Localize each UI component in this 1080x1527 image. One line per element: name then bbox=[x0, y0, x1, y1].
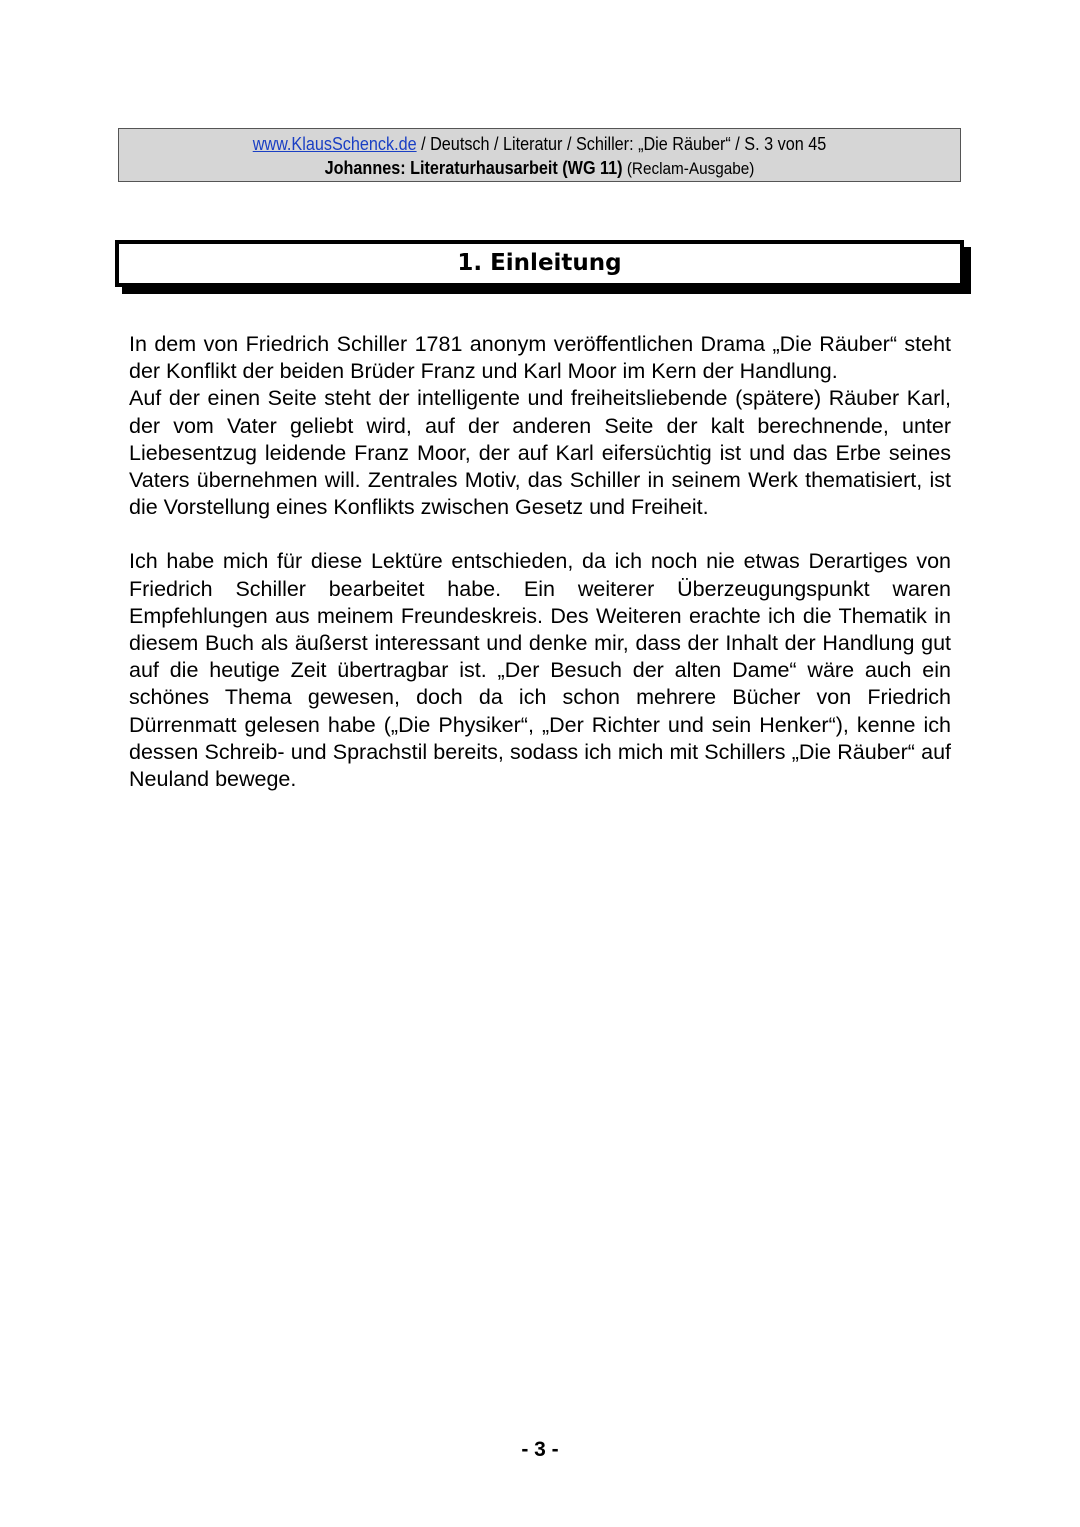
header-edition-note: (Reclam-Ausgabe) bbox=[622, 159, 755, 178]
website-link[interactable]: www.KlausSchenck.de bbox=[252, 134, 417, 154]
paragraph-motivation: Ich habe mich für diese Lektüre entschieden, da ich noch nie etwas Derartiges von Friedrich Schiller bearbeitet habe. Ein weiterer Überzeugungspunkt waren Empfehlungen aus meinem Freundeskreis. Des Weiteren erachte ich die Thematik in diesem Buch als äußerst interessant und denke mir, dass der Inhalt der Handlung gut auf die heutige Zeit übertragbar ist. „Der Besuch der alten Dame“ wäre auch ein schönes Thema gewesen, doch da ich schon mehrere Bücher von Friedrich Dürrenmatt gelesen habe („Die Physiker“, „Der Richter und sein Henker“), kenne ich dessen Schreib- und Sprachstil bereits, sodass ich mich mit Schillers „Die Räuber“ auf Neuland bewege. bbox=[129, 549, 951, 792]
header-line-2 bbox=[161, 156, 918, 181]
paragraph-intro: In dem von Friedrich Schiller 1781 anonym veröffentlichen Drama „Die Räuber“ steht der Konflikt der beiden Brüder Franz und Karl Moor im Kern der Handlung. bbox=[129, 332, 951, 384]
header-subtitle: Johannes: Literaturhausarbeit (WG 11) bbox=[324, 158, 623, 178]
header-breadcrumb: / Deutsch / Literatur / Schiller: „Die Räuber“ / S. 3 von 45 bbox=[416, 134, 827, 154]
page-number: - 3 - bbox=[521, 1438, 559, 1461]
page-header bbox=[118, 128, 961, 182]
section-title-frame bbox=[115, 240, 971, 294]
header-line-1 bbox=[161, 132, 918, 156]
body-text bbox=[129, 331, 951, 793]
section-title: 1. Einleitung bbox=[115, 240, 964, 287]
paragraph-characters: Auf der einen Seite steht der intelligente und freiheitsliebende (spätere) Räuber Karl, der vom Vater geliebt wird, auf der anderen Seite der kalt berechnende, unter Liebesentzug leidende Franz Moor, der auf Karl eifersüchtig ist und das Erbe seines Vaters übernehmen will. Zentrales Motiv, das Schiller in seinem Werk thematisiert, ist die Vorstellung eines Konflikts zwischen Gesetz und Freiheit. bbox=[129, 386, 951, 520]
